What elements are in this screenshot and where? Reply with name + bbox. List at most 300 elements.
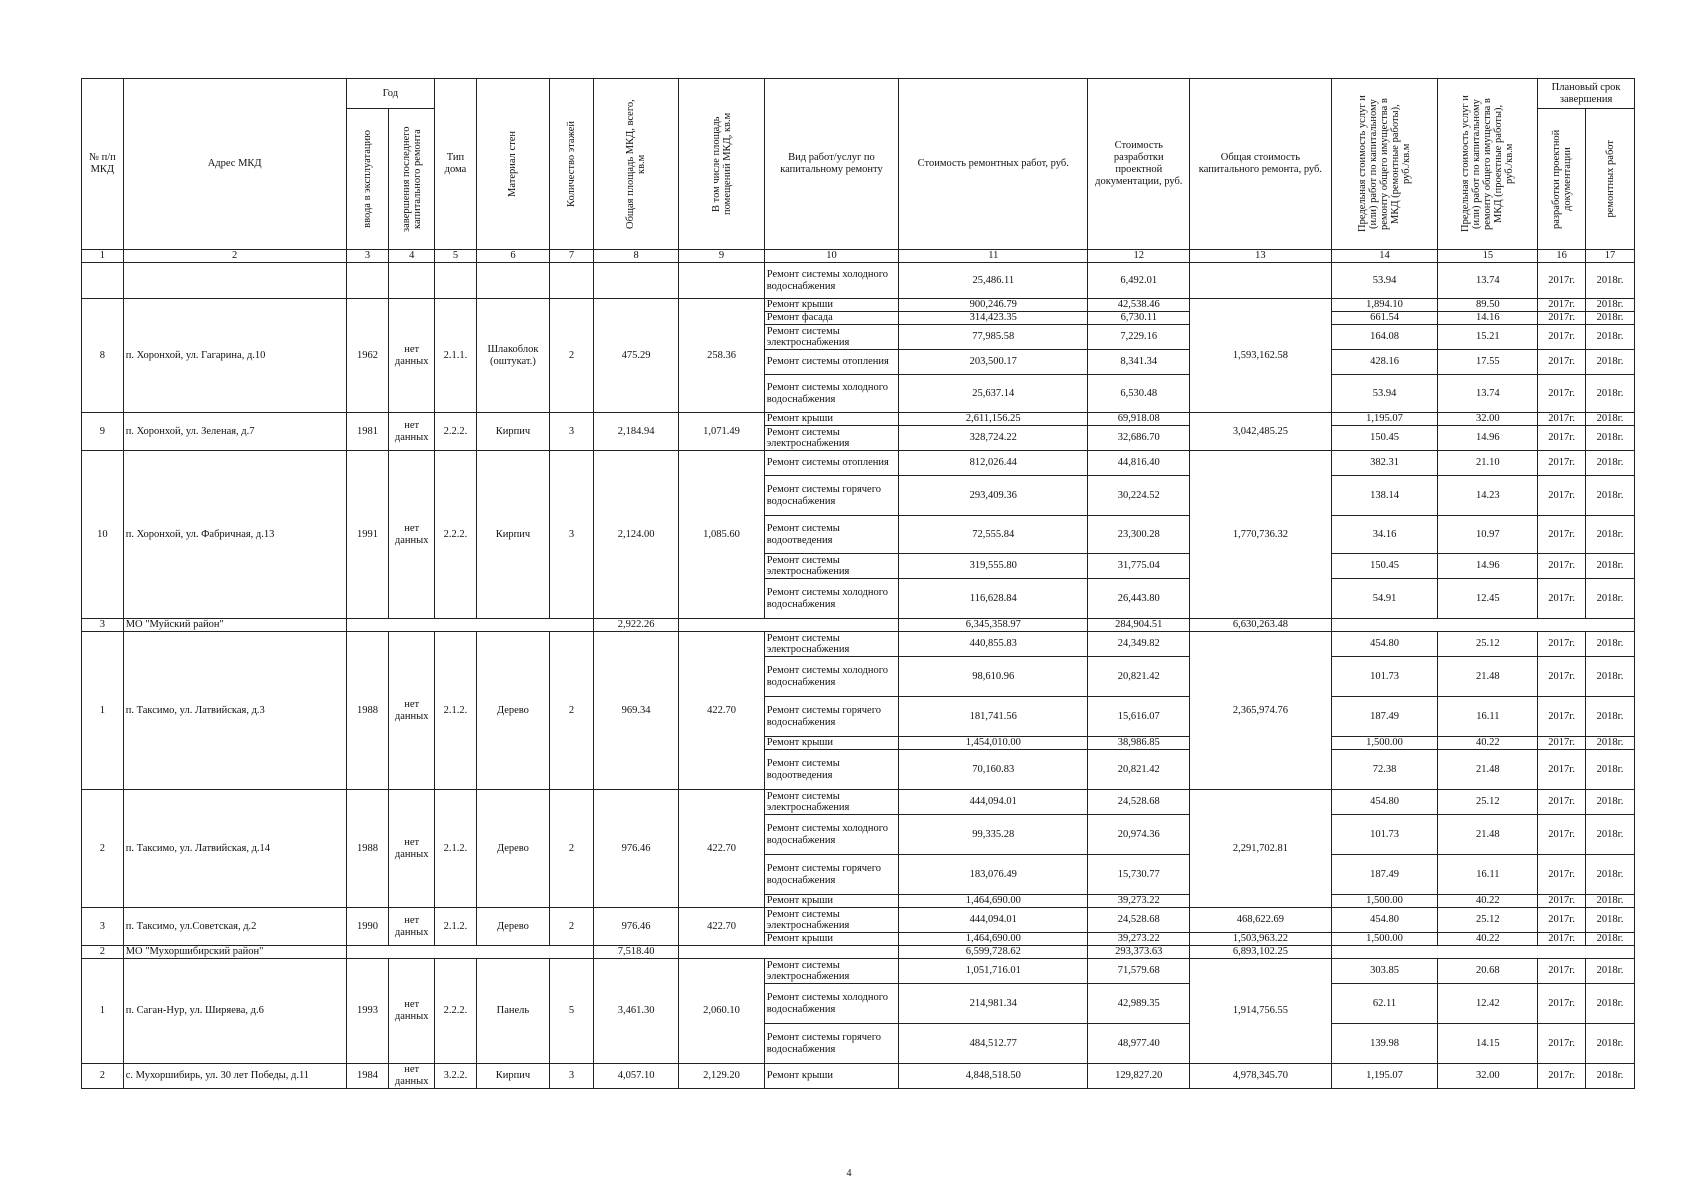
plan-repair-year: 2018г. [1586,855,1635,895]
limit-repair: 101.73 [1331,815,1438,855]
design-cost: 6,492.01 [1088,263,1190,299]
limit-repair: 187.49 [1331,855,1438,895]
design-cost: 15,616.07 [1088,697,1190,737]
limit-design: 32.00 [1438,1064,1538,1089]
table-row [82,908,1635,933]
design-cost: 39,273.22 [1088,933,1190,946]
year-commission: 1988 [346,790,389,908]
total-cost: 3,042,485.25 [1190,413,1331,451]
plan-design-year: 2017г. [1538,697,1586,737]
premises-area: 422.70 [679,790,764,908]
total-cost: 1,914,756.55 [1190,959,1331,1064]
total-cost: 2,365,974.76 [1190,632,1331,790]
total-area: 3,461.30 [593,959,678,1064]
table-row [82,413,1635,426]
plan-design-year: 2017г. [1538,426,1586,451]
plan-repair-year: 2018г. [1586,933,1635,946]
wall-material: Кирпич [476,413,549,451]
header-total-cost: Общая стоимость капитального ремонта, руб. [1190,79,1331,250]
limit-repair: 303.85 [1331,959,1438,984]
limit-repair: 187.49 [1331,697,1438,737]
plan-repair-year: 2018г. [1586,959,1635,984]
col-number: 10 [764,250,898,263]
design-cost: 6,730.11 [1088,312,1190,325]
col-number: 7 [550,250,594,263]
plan-design-year: 2017г. [1538,908,1586,933]
plan-repair-year: 2018г. [1586,426,1635,451]
wall-material: Кирпич [476,1064,549,1089]
col-number: 6 [476,250,549,263]
repair-cost: 293,409.36 [899,476,1088,516]
work-type: Ремонт крыши [764,933,898,946]
plan-repair-year: 2018г. [1586,895,1635,908]
limit-design: 14.23 [1438,476,1538,516]
plan-design-year: 2017г. [1538,413,1586,426]
limit-repair: 53.94 [1331,263,1438,299]
work-type: Ремонт системы отопления [764,451,898,476]
repair-cost: 25,486.11 [899,263,1088,299]
limit-design: 25.12 [1438,908,1538,933]
house-type: 2.2.2. [435,451,477,619]
repair-cost: 1,051,716.01 [899,959,1088,984]
total-area: 2,124.00 [593,451,678,619]
plan-design-year: 2017г. [1538,325,1586,350]
design-cost: 24,528.68 [1088,790,1190,815]
work-type: Ремонт системы электроснабжения [764,908,898,933]
limit-design: 40.22 [1438,933,1538,946]
design-cost: 31,775.04 [1088,554,1190,579]
plan-design-year: 2017г. [1538,263,1586,299]
header-wall-material: Материал стен [476,79,549,250]
house-num: 3 [82,908,124,946]
work-type: Ремонт системы холодного водоснабжения [764,375,898,413]
table-row [82,263,1635,299]
design-cost: 6,530.48 [1088,375,1190,413]
total-area: 976.46 [593,790,678,908]
plan-design-year: 2017г. [1538,790,1586,815]
year-last-repair: нет данных [389,959,435,1064]
limit-repair: 1,195.07 [1331,413,1438,426]
year-commission: 1962 [346,299,389,413]
design-cost: 7,229.16 [1088,325,1190,350]
house-address: п. Саган-Нур, ул. Ширяева, д.6 [123,959,346,1064]
limit-design: 25.12 [1438,632,1538,657]
year-last-repair: нет данных [389,790,435,908]
plan-repair-year: 2018г. [1586,516,1635,554]
total-cost: 4,978,345.70 [1190,1064,1331,1089]
table-row [82,451,1635,476]
work-type: Ремонт системы электроснабжения [764,554,898,579]
house-type: 2.1.2. [435,908,477,946]
plan-repair-year: 2018г. [1586,750,1635,790]
house-num: 2 [82,1064,124,1089]
limit-repair: 53.94 [1331,375,1438,413]
plan-design-year: 2017г. [1538,855,1586,895]
plan-repair-year: 2018г. [1586,657,1635,697]
design-cost: 20,821.42 [1088,750,1190,790]
total-cost: 468,622.69 [1190,908,1331,933]
limit-design: 13.74 [1438,263,1538,299]
work-type: Ремонт системы электроснабжения [764,426,898,451]
empty-cell [679,946,899,959]
floors-count: 2 [550,299,594,413]
year-commission: 1988 [346,632,389,790]
plan-design-year: 2017г. [1538,554,1586,579]
year-commission: 1991 [346,451,389,619]
district-total-cost: 6,893,102.25 [1190,946,1331,959]
page-number: 4 [846,1168,852,1179]
district-area: 7,518.40 [593,946,678,959]
limit-repair: 454.80 [1331,908,1438,933]
district-num: 2 [82,946,124,959]
floors-count [550,263,594,299]
header-floors: Количество этажей [550,79,594,250]
limit-design: 12.42 [1438,984,1538,1024]
work-type: Ремонт системы холодного водоснабжения [764,984,898,1024]
plan-design-year: 2017г. [1538,1064,1586,1089]
plan-design-year: 2017г. [1538,451,1586,476]
design-cost: 24,528.68 [1088,908,1190,933]
house-address: с. Мухоршибирь, ул. 30 лет Победы, д.11 [123,1064,346,1089]
repair-cost: 70,160.83 [899,750,1088,790]
header-work-type: Вид работ/услуг по капитальному ремонту [764,79,898,250]
plan-repair-year: 2018г. [1586,632,1635,657]
repair-cost: 328,724.22 [899,426,1088,451]
col-number: 15 [1438,250,1538,263]
district-total-row [82,946,1635,959]
design-cost: 42,538.46 [1088,299,1190,312]
wall-material: Панель [476,959,549,1064]
header-num: № п/п МКД [82,79,124,250]
district-design-cost: 293,373.63 [1088,946,1190,959]
plan-design-year: 2017г. [1538,657,1586,697]
plan-repair-year: 2018г. [1586,312,1635,325]
repair-cost: 444,094.01 [899,790,1088,815]
limit-design: 20.68 [1438,959,1538,984]
limit-repair: 1,500.00 [1331,737,1438,750]
limit-design: 10.97 [1438,516,1538,554]
house-num: 9 [82,413,124,451]
column-number-row [82,250,1635,263]
plan-design-year: 2017г. [1538,299,1586,312]
design-cost: 8,341.34 [1088,350,1190,375]
house-address: п. Хоронхой, ул. Фабричная, д.13 [123,451,346,619]
plan-repair-year: 2018г. [1586,790,1635,815]
plan-design-year: 2017г. [1538,815,1586,855]
premises-area [679,263,764,299]
floors-count: 2 [550,908,594,946]
limit-design: 16.11 [1438,697,1538,737]
repair-cost: 99,335.28 [899,815,1088,855]
work-type: Ремонт системы горячего водоснабжения [764,855,898,895]
premises-area: 422.70 [679,632,764,790]
design-cost: 30,224.52 [1088,476,1190,516]
design-cost: 129,827.20 [1088,1064,1190,1089]
col-number: 2 [123,250,346,263]
header-design-cost: Стоимость разработки проектной документации, руб. [1088,79,1190,250]
col-number: 11 [899,250,1088,263]
design-cost: 20,974.36 [1088,815,1190,855]
limit-repair: 72.38 [1331,750,1438,790]
design-cost: 23,300.28 [1088,516,1190,554]
header-address: Адрес МКД [123,79,346,250]
house-address: п. Хоронхой, ул. Зеленая, д.7 [123,413,346,451]
work-type: Ремонт крыши [764,737,898,750]
premises-area: 258.36 [679,299,764,413]
table-row [82,632,1635,657]
limit-design: 40.22 [1438,737,1538,750]
plan-design-year: 2017г. [1538,737,1586,750]
plan-repair-year: 2018г. [1586,1064,1635,1089]
repair-cost: 183,076.49 [899,855,1088,895]
limit-repair: 62.11 [1331,984,1438,1024]
header-year-last-repair: завершения последнего капитального ремонта [389,109,435,250]
repair-cost: 812,026.44 [899,451,1088,476]
repair-cost: 444,094.01 [899,908,1088,933]
table-row [82,959,1635,984]
limit-design: 89.50 [1438,299,1538,312]
limit-design: 14.96 [1438,426,1538,451]
limit-repair: 101.73 [1331,657,1438,697]
district-name: МО "Мухоршибирский район" [123,946,346,959]
empty-cell [679,619,899,632]
plan-design-year: 2017г. [1538,933,1586,946]
work-type: Ремонт системы электроснабжения [764,325,898,350]
col-number: 1 [82,250,124,263]
limit-repair: 454.80 [1331,790,1438,815]
premises-area: 422.70 [679,908,764,946]
limit-design: 12.45 [1438,579,1538,619]
year-last-repair: нет данных [389,1064,435,1089]
header-plan-term: Плановый срок завершения [1538,79,1635,109]
work-type: Ремонт крыши [764,895,898,908]
work-type: Ремонт фасада [764,312,898,325]
house-address: п. Хоронхой, ул. Гагарина, д.10 [123,299,346,413]
limit-design: 32.00 [1438,413,1538,426]
plan-design-year: 2017г. [1538,350,1586,375]
work-type: Ремонт системы горячего водоснабжения [764,1024,898,1064]
plan-repair-year: 2018г. [1586,984,1635,1024]
limit-repair: 1,195.07 [1331,1064,1438,1089]
plan-repair-year: 2018г. [1586,451,1635,476]
table-body [82,263,1635,1089]
limit-design: 16.11 [1438,855,1538,895]
work-type: Ремонт системы холодного водоснабжения [764,815,898,855]
house-address [123,263,346,299]
col-number: 17 [1586,250,1635,263]
header-limit-repair: Предельная стоимость услуг и (или) работ по капитальному ремонту общего имущества в МКД (ремонтные работы), руб./кв.м [1331,79,1438,250]
wall-material: Кирпич [476,451,549,619]
wall-material: Дерево [476,908,549,946]
table-row [82,1064,1635,1089]
house-type [435,263,477,299]
premises-area: 2,129.20 [679,1064,764,1089]
floors-count: 5 [550,959,594,1064]
total-area: 2,184.94 [593,413,678,451]
year-commission [346,263,389,299]
repair-cost: 116,628.84 [899,579,1088,619]
header-repair-cost: Стоимость ремонтных работ, руб. [899,79,1088,250]
repair-cost: 1,454,010.00 [899,737,1088,750]
total-cost: 1,503,963.22 [1190,933,1331,946]
plan-repair-year: 2018г. [1586,325,1635,350]
limit-repair: 1,500.00 [1331,933,1438,946]
limit-design: 40.22 [1438,895,1538,908]
district-total-row [82,619,1635,632]
total-area: 976.46 [593,908,678,946]
repair-cost: 214,981.34 [899,984,1088,1024]
repair-cost: 181,741.56 [899,697,1088,737]
work-type: Ремонт крыши [764,1064,898,1089]
plan-repair-year: 2018г. [1586,413,1635,426]
repair-cost: 900,246.79 [899,299,1088,312]
design-cost: 38,986.85 [1088,737,1190,750]
col-number: 16 [1538,250,1586,263]
limit-repair: 661.54 [1331,312,1438,325]
wall-material: Дерево [476,632,549,790]
limit-design: 14.16 [1438,312,1538,325]
plan-repair-year: 2018г. [1586,1024,1635,1064]
header-house-type: Тип дома [435,79,477,250]
limit-repair: 428.16 [1331,350,1438,375]
year-last-repair: нет данных [389,908,435,946]
limit-design: 14.96 [1438,554,1538,579]
limit-repair: 150.45 [1331,426,1438,451]
total-cost: 2,291,702.81 [1190,790,1331,908]
table-row [82,299,1635,312]
limit-repair: 382.31 [1331,451,1438,476]
plan-repair-year: 2018г. [1586,554,1635,579]
plan-design-year: 2017г. [1538,750,1586,790]
plan-repair-year: 2018г. [1586,263,1635,299]
limit-design: 15.21 [1438,325,1538,350]
limit-repair: 1,894.10 [1331,299,1438,312]
house-type: 2.2.2. [435,959,477,1064]
limit-design: 21.10 [1438,451,1538,476]
plan-design-year: 2017г. [1538,375,1586,413]
work-type: Ремонт системы холодного водоснабжения [764,263,898,299]
house-num [82,263,124,299]
plan-design-year: 2017г. [1538,984,1586,1024]
year-commission: 1993 [346,959,389,1064]
plan-repair-year: 2018г. [1586,697,1635,737]
repair-cost: 440,855.83 [899,632,1088,657]
header-year: Год [346,79,435,109]
plan-repair-year: 2018г. [1586,737,1635,750]
design-cost: 71,579.68 [1088,959,1190,984]
wall-material [476,263,549,299]
work-type: Ремонт системы электроснабжения [764,959,898,984]
empty-cell [346,619,593,632]
col-number: 3 [346,250,389,263]
header-total-area: Общая площадь МКД, всего, кв.м [593,79,678,250]
work-type: Ремонт системы электроснабжения [764,790,898,815]
design-cost: 24,349.82 [1088,632,1190,657]
design-cost: 26,443.80 [1088,579,1190,619]
year-commission: 1981 [346,413,389,451]
year-last-repair: нет данных [389,299,435,413]
limit-repair: 150.45 [1331,554,1438,579]
design-cost: 32,686.70 [1088,426,1190,451]
year-last-repair [389,263,435,299]
year-last-repair: нет данных [389,451,435,619]
plan-repair-year: 2018г. [1586,908,1635,933]
design-cost: 44,816.40 [1088,451,1190,476]
col-number: 13 [1190,250,1331,263]
wall-material: Дерево [476,790,549,908]
district-num: 3 [82,619,124,632]
house-address: п. Таксимо, ул. Латвийская, д.14 [123,790,346,908]
wall-material: Шлакоблок (оштукат.) [476,299,549,413]
district-design-cost: 284,904.51 [1088,619,1190,632]
district-area: 2,922.26 [593,619,678,632]
design-cost: 39,273.22 [1088,895,1190,908]
house-num: 8 [82,299,124,413]
work-type: Ремонт системы электроснабжения [764,632,898,657]
plan-repair-year: 2018г. [1586,375,1635,413]
plan-design-year: 2017г. [1538,476,1586,516]
district-name: МО "Муйский район" [123,619,346,632]
limit-design: 17.55 [1438,350,1538,375]
limit-repair: 454.80 [1331,632,1438,657]
year-last-repair: нет данных [389,632,435,790]
col-number: 4 [389,250,435,263]
work-type: Ремонт системы горячего водоснабжения [764,476,898,516]
design-cost: 15,730.77 [1088,855,1190,895]
floors-count: 3 [550,451,594,619]
table-row [82,790,1635,815]
repair-cost: 2,611,156.25 [899,413,1088,426]
year-commission: 1984 [346,1064,389,1089]
total-cost: 1,593,162.58 [1190,299,1331,413]
repair-cost: 72,555.84 [899,516,1088,554]
design-cost: 48,977.40 [1088,1024,1190,1064]
limit-repair: 1,500.00 [1331,895,1438,908]
year-commission: 1990 [346,908,389,946]
work-type: Ремонт системы отопления [764,350,898,375]
limit-repair: 138.14 [1331,476,1438,516]
limit-repair: 54.91 [1331,579,1438,619]
total-area: 4,057.10 [593,1064,678,1089]
total-area [593,263,678,299]
work-type: Ремонт крыши [764,299,898,312]
limit-design: 14.15 [1438,1024,1538,1064]
empty-cell [1331,946,1634,959]
premises-area: 1,071.49 [679,413,764,451]
district-total-cost: 6,630,263.48 [1190,619,1331,632]
repair-cost: 25,637.14 [899,375,1088,413]
limit-design: 21.48 [1438,657,1538,697]
header-plan-repair: ремонтных работ [1586,109,1635,250]
floors-count: 3 [550,1064,594,1089]
house-address: п. Таксимо, ул.Советская, д.2 [123,908,346,946]
district-repair-cost: 6,345,358.97 [899,619,1088,632]
repair-cost: 484,512.77 [899,1024,1088,1064]
plan-design-year: 2017г. [1538,579,1586,619]
house-type: 2.1.1. [435,299,477,413]
repair-cost: 203,500.17 [899,350,1088,375]
premises-area: 1,085.60 [679,451,764,619]
limit-design: 21.48 [1438,815,1538,855]
premises-area: 2,060.10 [679,959,764,1064]
floors-count: 3 [550,413,594,451]
house-type: 2.1.2. [435,632,477,790]
repair-cost: 319,555.80 [899,554,1088,579]
repair-cost: 77,985.58 [899,325,1088,350]
total-area: 969.34 [593,632,678,790]
limit-repair: 164.08 [1331,325,1438,350]
plan-repair-year: 2018г. [1586,815,1635,855]
